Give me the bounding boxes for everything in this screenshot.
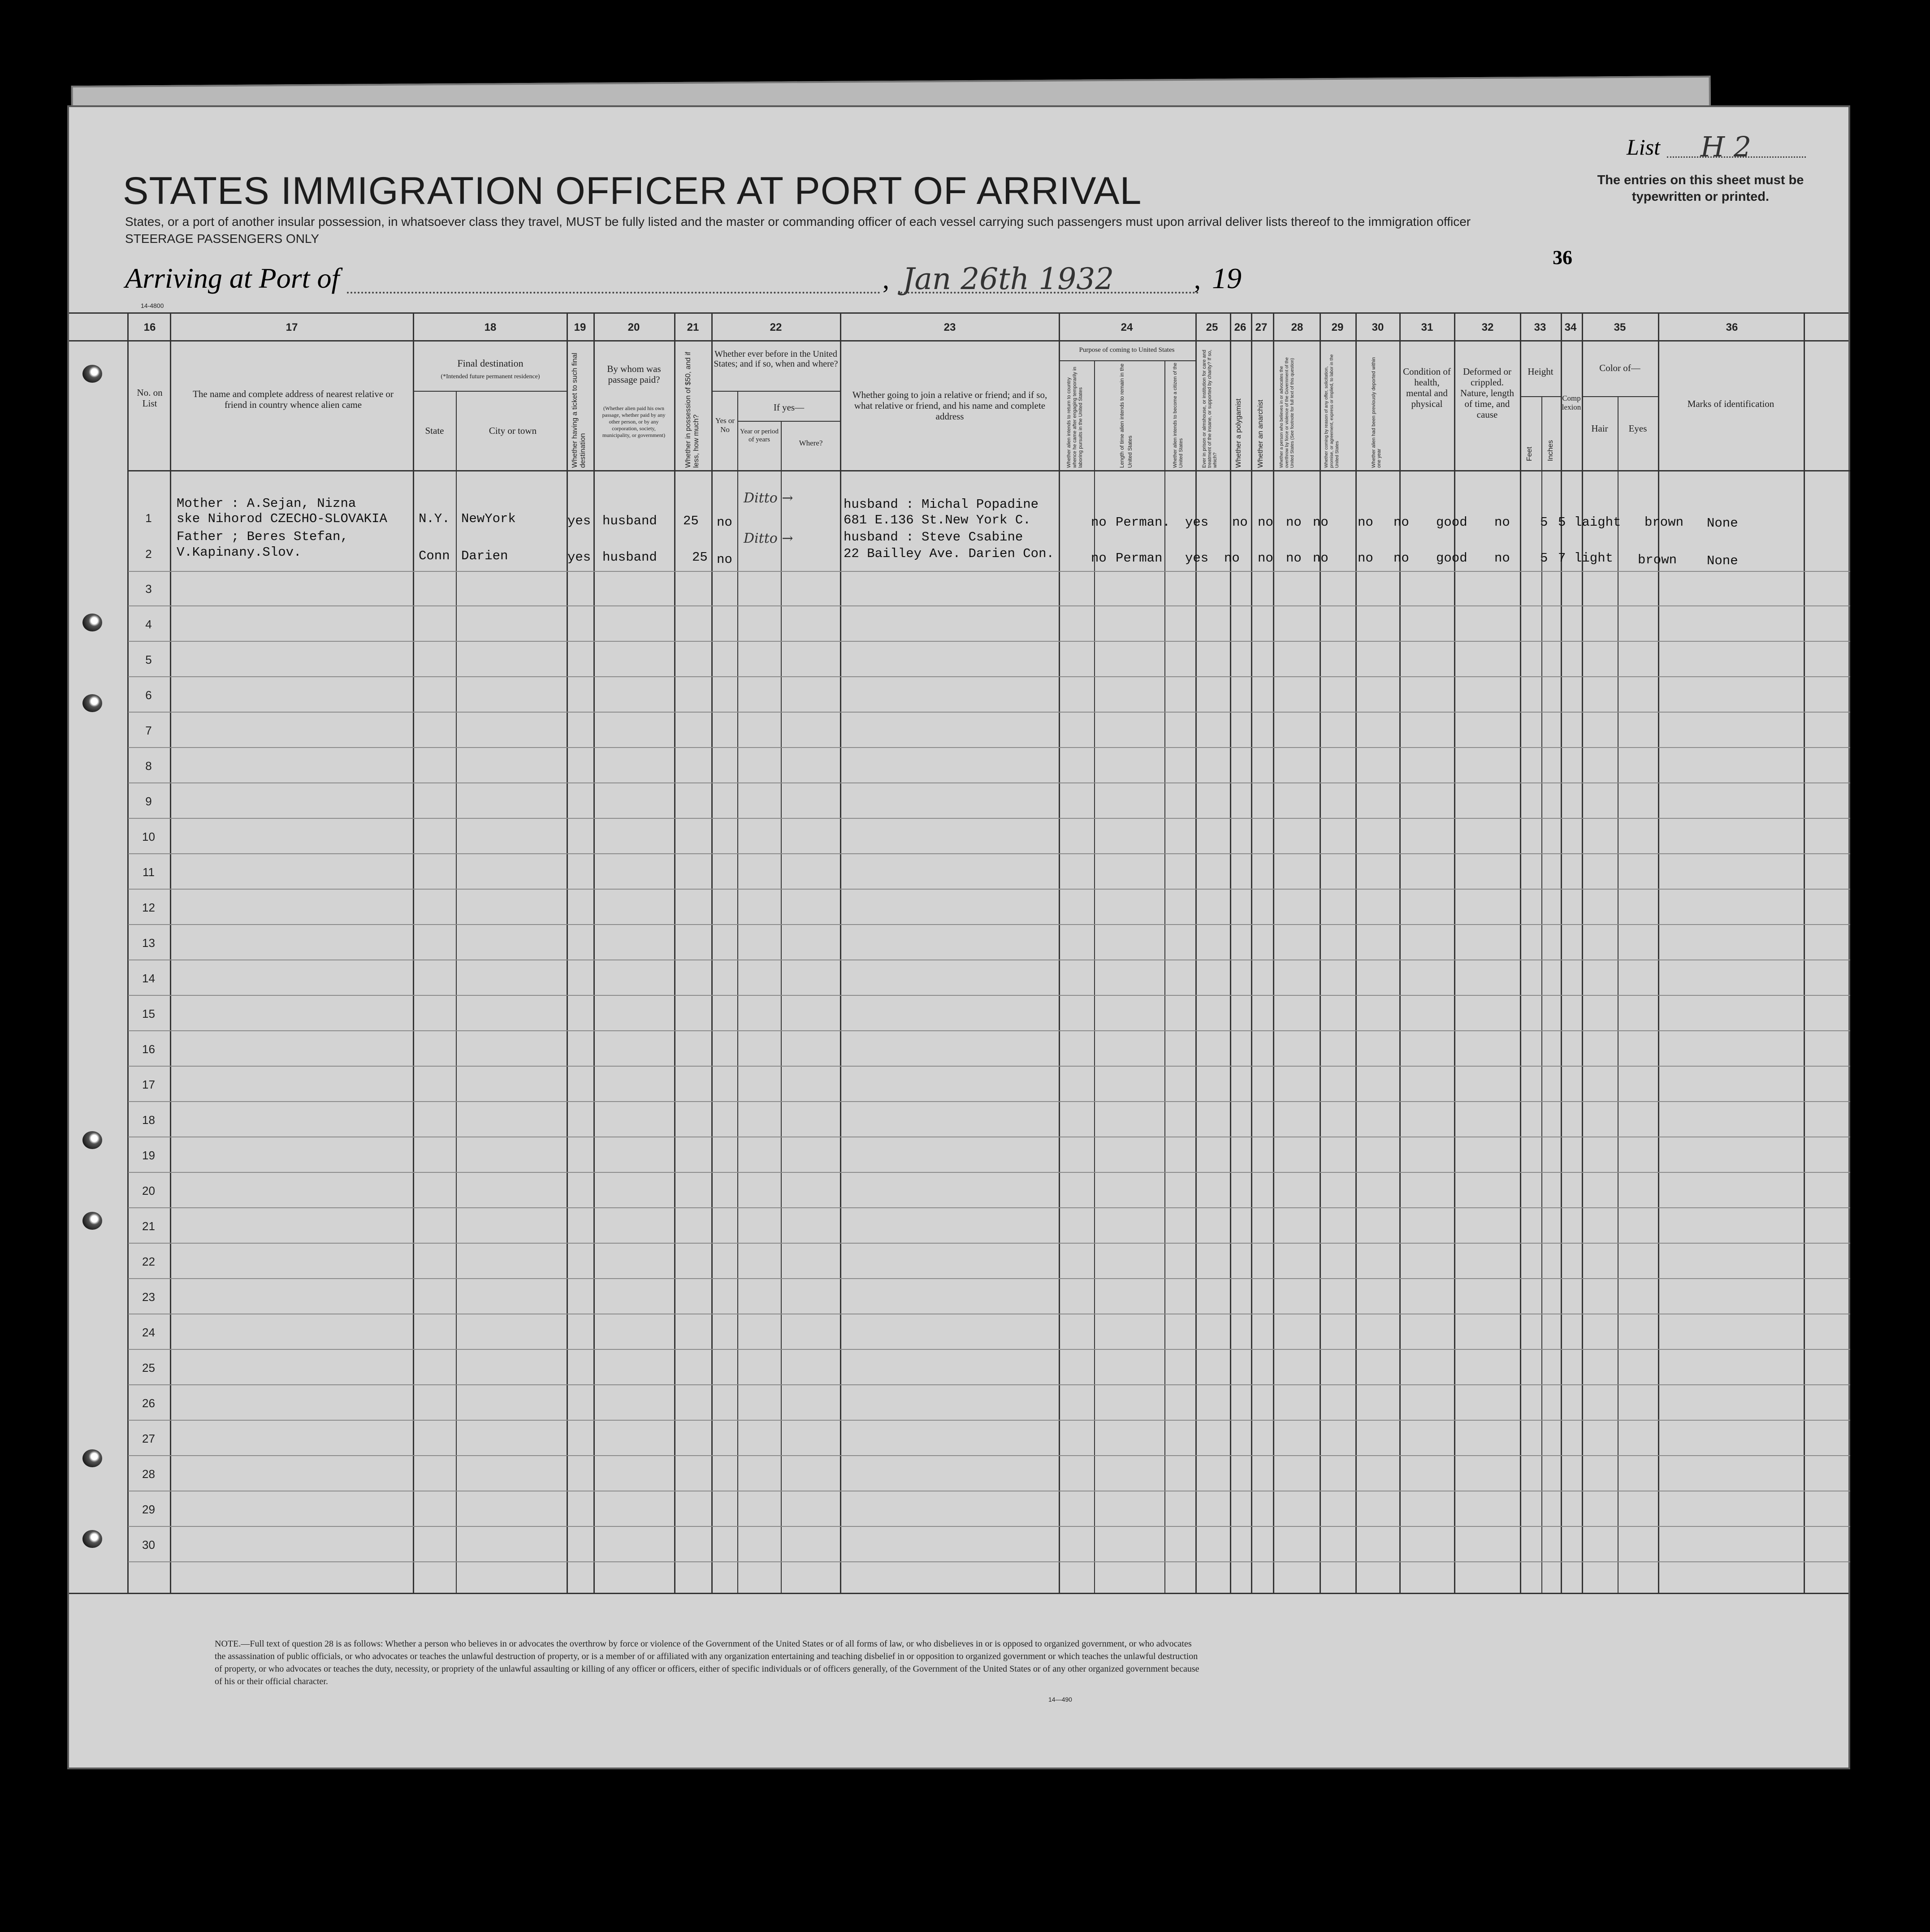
header-color-of: Color of— xyxy=(1599,363,1640,373)
height-feet: 5 xyxy=(1540,551,1548,566)
col-border xyxy=(170,312,171,1593)
ticket: yes xyxy=(567,550,591,565)
col-border xyxy=(1454,312,1455,1593)
col-border xyxy=(1582,312,1583,1593)
col-border xyxy=(593,312,595,1593)
col-border xyxy=(711,312,713,1593)
col-border xyxy=(674,312,675,1593)
row-number: 7 xyxy=(145,724,152,737)
header-where: Where? xyxy=(799,439,823,447)
list-number: H 2 xyxy=(1701,130,1752,163)
table-row-line xyxy=(128,605,1850,606)
table-row-line xyxy=(128,1420,1850,1421)
identification-marks: None xyxy=(1707,553,1738,568)
table-row-line xyxy=(128,1384,1850,1385)
complexion: light xyxy=(1574,551,1614,566)
year-prefix: 19 xyxy=(1212,262,1242,295)
table-row-line xyxy=(128,641,1850,642)
column-number: 24 xyxy=(1121,321,1133,333)
punch-hole xyxy=(82,365,102,383)
hair-eyes-color: brown xyxy=(1644,515,1684,530)
column-number: 17 xyxy=(286,321,298,333)
before-subline xyxy=(712,391,840,392)
header-deported: Whether alien had been previously deported within one year xyxy=(1371,357,1382,468)
col-border xyxy=(413,312,414,1593)
header-purpose-citizen: Whether alien intends to become a citizen of the United States xyxy=(1173,363,1184,468)
col-border xyxy=(1520,312,1521,1593)
coming-offer: no xyxy=(1358,551,1373,566)
col-border xyxy=(1541,396,1542,1593)
col-border xyxy=(1094,360,1095,1593)
joining-relative: husband : Steve Csabine xyxy=(844,530,1023,545)
header-ever-before: Whether ever before in the United States; and if so, when and where? xyxy=(714,349,838,369)
row-number: 19 xyxy=(142,1149,155,1162)
column-number: 25 xyxy=(1206,321,1218,333)
polygamist: no xyxy=(1258,551,1273,566)
joining-relative: husband : Michal Popadine xyxy=(844,497,1039,512)
length-of-stay: Perman. xyxy=(1116,515,1170,530)
header-purpose-length: Length of time alien intends to remain in the United States xyxy=(1119,363,1133,468)
table-row-line xyxy=(128,782,1850,783)
header-state: State xyxy=(425,425,444,436)
column-number: 16 xyxy=(143,321,156,333)
row-number: 5 xyxy=(145,653,152,666)
col-border xyxy=(1658,312,1659,1593)
ditto-mark: Ditto → xyxy=(744,490,793,506)
header-marks: Marks of identification xyxy=(1687,398,1774,409)
height-inches: 5 xyxy=(1558,515,1566,530)
col-border xyxy=(1230,312,1231,1593)
deformed: no xyxy=(1494,551,1510,566)
header-passage-paid: By whom was passage paid? xyxy=(607,363,661,385)
joining-address: 22 Bailley Ave. Darien Con. xyxy=(844,546,1054,561)
comma: , xyxy=(883,264,889,294)
arriving-label: Arriving at Port of xyxy=(125,262,340,294)
identification-marks: None xyxy=(1707,516,1738,531)
header-height: Height xyxy=(1528,366,1554,377)
prison: no xyxy=(1224,551,1240,566)
intro-text: States, or a port of another insular possession, in whatsoever class they travel, MUST be fully listed and the master or commanding officer of each vessel carrying such passengers must upon arrival deliver lists thereof to the immigration officer xyxy=(125,215,1471,229)
col-border xyxy=(567,312,568,1593)
polygamist: no xyxy=(1258,515,1273,530)
list-underline xyxy=(1667,156,1806,158)
row-number: 11 xyxy=(143,865,155,879)
col-border xyxy=(1399,312,1401,1593)
table-bottom-border xyxy=(69,1593,1848,1594)
header-purpose-return: Whether alien intends to return to country whence he came after engaging temporarily in laboring pursuits in the United States xyxy=(1066,367,1083,468)
table-row-line xyxy=(128,924,1850,925)
row-number: 28 xyxy=(142,1467,155,1481)
table-row-line xyxy=(128,1066,1850,1067)
col-border xyxy=(127,312,129,1593)
column-number: 22 xyxy=(770,321,782,333)
citizen: yes xyxy=(1185,551,1209,566)
column-number: 29 xyxy=(1331,321,1344,333)
ditto-mark: Ditto → xyxy=(744,531,793,546)
column-number: 23 xyxy=(943,321,956,333)
ifyes-subline xyxy=(738,421,840,422)
purpose-subline xyxy=(1059,360,1195,361)
passage-paid-by: husband xyxy=(602,550,657,565)
row-number: 6 xyxy=(145,688,152,702)
header-ticket: Whether having a ticket to such final destination xyxy=(571,352,587,468)
header-bottom-border xyxy=(128,470,1850,471)
row-number: 21 xyxy=(142,1219,155,1233)
punch-hole xyxy=(82,694,102,712)
coming-offer: no xyxy=(1358,515,1373,530)
color-subline xyxy=(1582,396,1658,397)
passage-paid-by: husband xyxy=(602,514,657,528)
deported: no xyxy=(1393,551,1409,566)
money: 25 xyxy=(692,550,708,565)
header-possession: Whether in possession of $50, and if less, how much? xyxy=(684,352,700,468)
col-border xyxy=(1164,360,1165,1593)
col-border xyxy=(1320,312,1321,1593)
health: good xyxy=(1436,551,1467,566)
row-number: 13 xyxy=(142,936,155,950)
page-title: STATES IMMIGRATION OFFICER AT PORT OF ARRIVAL xyxy=(123,169,1142,212)
header-prison: Ever in prison or almshouse, or institution for care and treatment of the insane, or supported by charity? If so, which? xyxy=(1202,350,1218,468)
header-anarchist: Whether an anarchist xyxy=(1257,399,1264,468)
ever-before: no xyxy=(717,515,732,530)
column-number: 26 xyxy=(1234,321,1246,333)
row-number: 26 xyxy=(142,1396,155,1410)
ticket: yes xyxy=(567,514,591,528)
row-number: 1 xyxy=(145,511,152,525)
column-number: 20 xyxy=(627,321,640,333)
header-eyes: Eyes xyxy=(1628,423,1647,434)
row-number: 24 xyxy=(142,1326,155,1339)
column-number: 19 xyxy=(574,321,586,333)
header-if-yes: If yes— xyxy=(773,402,805,413)
health: good xyxy=(1436,515,1467,530)
arrival-date: Jan 26th 1932 xyxy=(903,262,1114,296)
list-label: List xyxy=(1627,134,1661,160)
row-number: 30 xyxy=(142,1538,155,1552)
row-number: 27 xyxy=(142,1432,155,1445)
header-coming-offer: Whether coming by reason of any offer, solicitation, promise, or agreement, express or implied, to labor in the United States xyxy=(1324,354,1340,468)
table-row-line xyxy=(128,1349,1850,1350)
column-number: 35 xyxy=(1614,321,1626,333)
table-row-line xyxy=(128,1172,1850,1173)
column-number: 31 xyxy=(1421,321,1433,333)
column-number: 30 xyxy=(1372,321,1384,333)
table-row-line xyxy=(128,712,1850,713)
destination-state: N.Y. xyxy=(419,511,450,526)
header-joining: Whether going to join a relative or friend; and if so, what relative or friend, and his name and complete address xyxy=(852,389,1047,422)
anarchist: no xyxy=(1286,515,1302,530)
column-number: 33 xyxy=(1534,321,1546,333)
row-number: 16 xyxy=(142,1042,155,1056)
header-year-period: Year or period of years xyxy=(740,428,779,443)
relative-address: V.Kapinany.Slov. xyxy=(177,545,302,560)
column-number: 21 xyxy=(687,321,699,333)
form-number: 14-4800 xyxy=(141,302,164,309)
header-hair: Hair xyxy=(1591,423,1608,434)
destination-subline xyxy=(413,391,567,392)
header-yes-no: Yes or No xyxy=(715,416,735,434)
column-number: 36 xyxy=(1726,321,1738,333)
row-number: 9 xyxy=(145,795,152,808)
row-number: 18 xyxy=(142,1113,155,1127)
header-nearest-relative: The name and complete address of nearest relative or friend in country whence alien came xyxy=(193,389,394,410)
deformed: no xyxy=(1494,515,1510,530)
joining-address: 681 E.136 St.New York C. xyxy=(844,513,1031,527)
table-row-line xyxy=(128,1101,1850,1102)
column-number: 27 xyxy=(1255,321,1268,333)
table-row-line xyxy=(128,1278,1850,1279)
header-complexion: Complexion xyxy=(1562,394,1581,411)
col-border xyxy=(1251,312,1252,1593)
row-number: 12 xyxy=(142,901,155,914)
overthrow: no xyxy=(1313,551,1328,566)
ever-before: no xyxy=(717,552,732,567)
col-border xyxy=(1273,312,1274,1593)
header-inches: Inches xyxy=(1547,440,1554,461)
col-border xyxy=(1561,312,1562,1593)
table-row-line xyxy=(128,853,1850,854)
header-destination-note: (*Intended future permanent residence) xyxy=(441,373,540,380)
column-number: 32 xyxy=(1481,321,1494,333)
header-deformed: Deformed or crippled. Nature, length of time, and cause xyxy=(1460,366,1515,420)
height-subline xyxy=(1520,396,1561,397)
table-row-line xyxy=(128,818,1850,819)
row-number: 2 xyxy=(145,547,152,561)
port-line xyxy=(347,292,880,294)
column-number: 18 xyxy=(484,321,497,333)
table-row-line xyxy=(128,571,1850,572)
column-number: 34 xyxy=(1564,321,1577,333)
header-final-destination: Final destination xyxy=(457,358,524,369)
punch-hole xyxy=(82,1212,102,1230)
table-row-line xyxy=(128,1207,1850,1208)
length-of-stay: Perman xyxy=(1116,551,1163,566)
header-condition: Condition of health, mental and physical xyxy=(1403,366,1451,409)
punch-hole xyxy=(82,614,102,631)
table-row-line xyxy=(128,1561,1850,1562)
row-number: 15 xyxy=(142,1007,155,1020)
row-number: 22 xyxy=(142,1255,155,1268)
row-number: 14 xyxy=(142,972,155,985)
footnote: NOTE.—Full text of question 28 is as follows: Whether a person who believes in or advocates the overthrow by force or violence of the Government of the United States or of all forms of law, or who disbelieves in or is opposed to organized government, or who advocates the assassination of public officials, or who advocates or teaches the unlawful destruction of property, or is a member of or affiliated with any organization entertaining and teaching disbelief in or opposition to organized government or which teaches the unlawful destruction of property, or who advocates or teaches the duty, necessity, or propriety of the unlawful assaulting or killing of any officer or officers, either of specific individuals or of officers generally, of the Government of the United States or of any other organized government because of his or their official character. xyxy=(215,1639,1199,1686)
row-number: 23 xyxy=(142,1290,155,1304)
row-number: 20 xyxy=(142,1184,155,1197)
date-line xyxy=(900,292,1199,294)
comma: , xyxy=(1194,264,1201,294)
row-number: 29 xyxy=(142,1503,155,1516)
page-number: 36 xyxy=(1553,246,1572,268)
row-number: 10 xyxy=(142,830,155,843)
row-number: 4 xyxy=(145,618,152,631)
deported: no xyxy=(1393,515,1409,530)
table-row-line xyxy=(128,1243,1850,1244)
footer-form-number: 14—490 xyxy=(1048,1696,1072,1703)
destination-city: Darien xyxy=(461,549,508,563)
column-number: 28 xyxy=(1291,321,1303,333)
table-row-line xyxy=(128,676,1850,677)
row-number: 3 xyxy=(145,582,152,596)
relative-address: ske Nihorod CZECHO-SLOVAKIA xyxy=(177,511,387,526)
relative-address: Father ; Beres Stefan, xyxy=(177,529,348,544)
money: 25 xyxy=(683,514,699,528)
header-purpose: Purpose of coming to United States xyxy=(1079,346,1175,354)
typewritten-notice: The entries on this sheet must be typewritten or printed. xyxy=(1597,173,1804,204)
prison: no xyxy=(1232,515,1248,530)
table-row-line xyxy=(128,1455,1850,1456)
col-border xyxy=(1059,312,1060,1593)
row-number: 8 xyxy=(145,759,152,773)
header-polygamist: Whether a polygamist xyxy=(1235,398,1242,468)
purpose-return: no xyxy=(1091,515,1107,530)
purpose-return: no xyxy=(1091,551,1107,566)
punch-hole xyxy=(82,1530,102,1548)
anarchist: no xyxy=(1286,551,1302,566)
col-border xyxy=(1355,312,1357,1593)
col-border xyxy=(1195,312,1197,1593)
punch-hole xyxy=(82,1449,102,1467)
table-row-line xyxy=(128,889,1850,890)
table-row-line xyxy=(128,747,1850,748)
relative-address: Mother : A.Sejan, Nizna xyxy=(177,496,356,511)
height-inches: 7 xyxy=(1558,551,1566,566)
table-row-line xyxy=(128,995,1850,996)
complexion: laight xyxy=(1574,515,1621,530)
height-feet: 5 xyxy=(1540,515,1548,530)
header-no-on-list: No. on List xyxy=(137,387,163,409)
row-number: 17 xyxy=(142,1078,155,1091)
col-border xyxy=(781,421,782,1593)
table-row-line xyxy=(128,1030,1850,1031)
manifest-sheet xyxy=(67,105,1850,1769)
header-passage-note: (Whether alien paid his own passage, whether paid by any other person, or by any corporation, society, municipality, or government) xyxy=(602,405,666,438)
punch-hole xyxy=(82,1131,102,1149)
header-feet: Feet xyxy=(1526,446,1533,461)
overthrow: no xyxy=(1313,515,1328,530)
steerage-label: STEERAGE PASSENGERS ONLY xyxy=(125,232,320,246)
destination-state: Conn xyxy=(419,549,450,563)
header-overthrow: Whether a person who believes in or advocates the overthrow by force or violence of the Government of the United States (See footnote for full text of this question) xyxy=(1279,357,1295,468)
hair-eyes-color: brown xyxy=(1638,553,1677,567)
row-number: 25 xyxy=(142,1361,155,1374)
header-city: City or town xyxy=(489,425,537,436)
table-row-line xyxy=(128,1526,1850,1527)
col-border xyxy=(840,312,841,1593)
col-border xyxy=(1804,312,1805,1593)
destination-city: NewYork xyxy=(461,511,516,526)
citizen: yes xyxy=(1185,515,1209,530)
